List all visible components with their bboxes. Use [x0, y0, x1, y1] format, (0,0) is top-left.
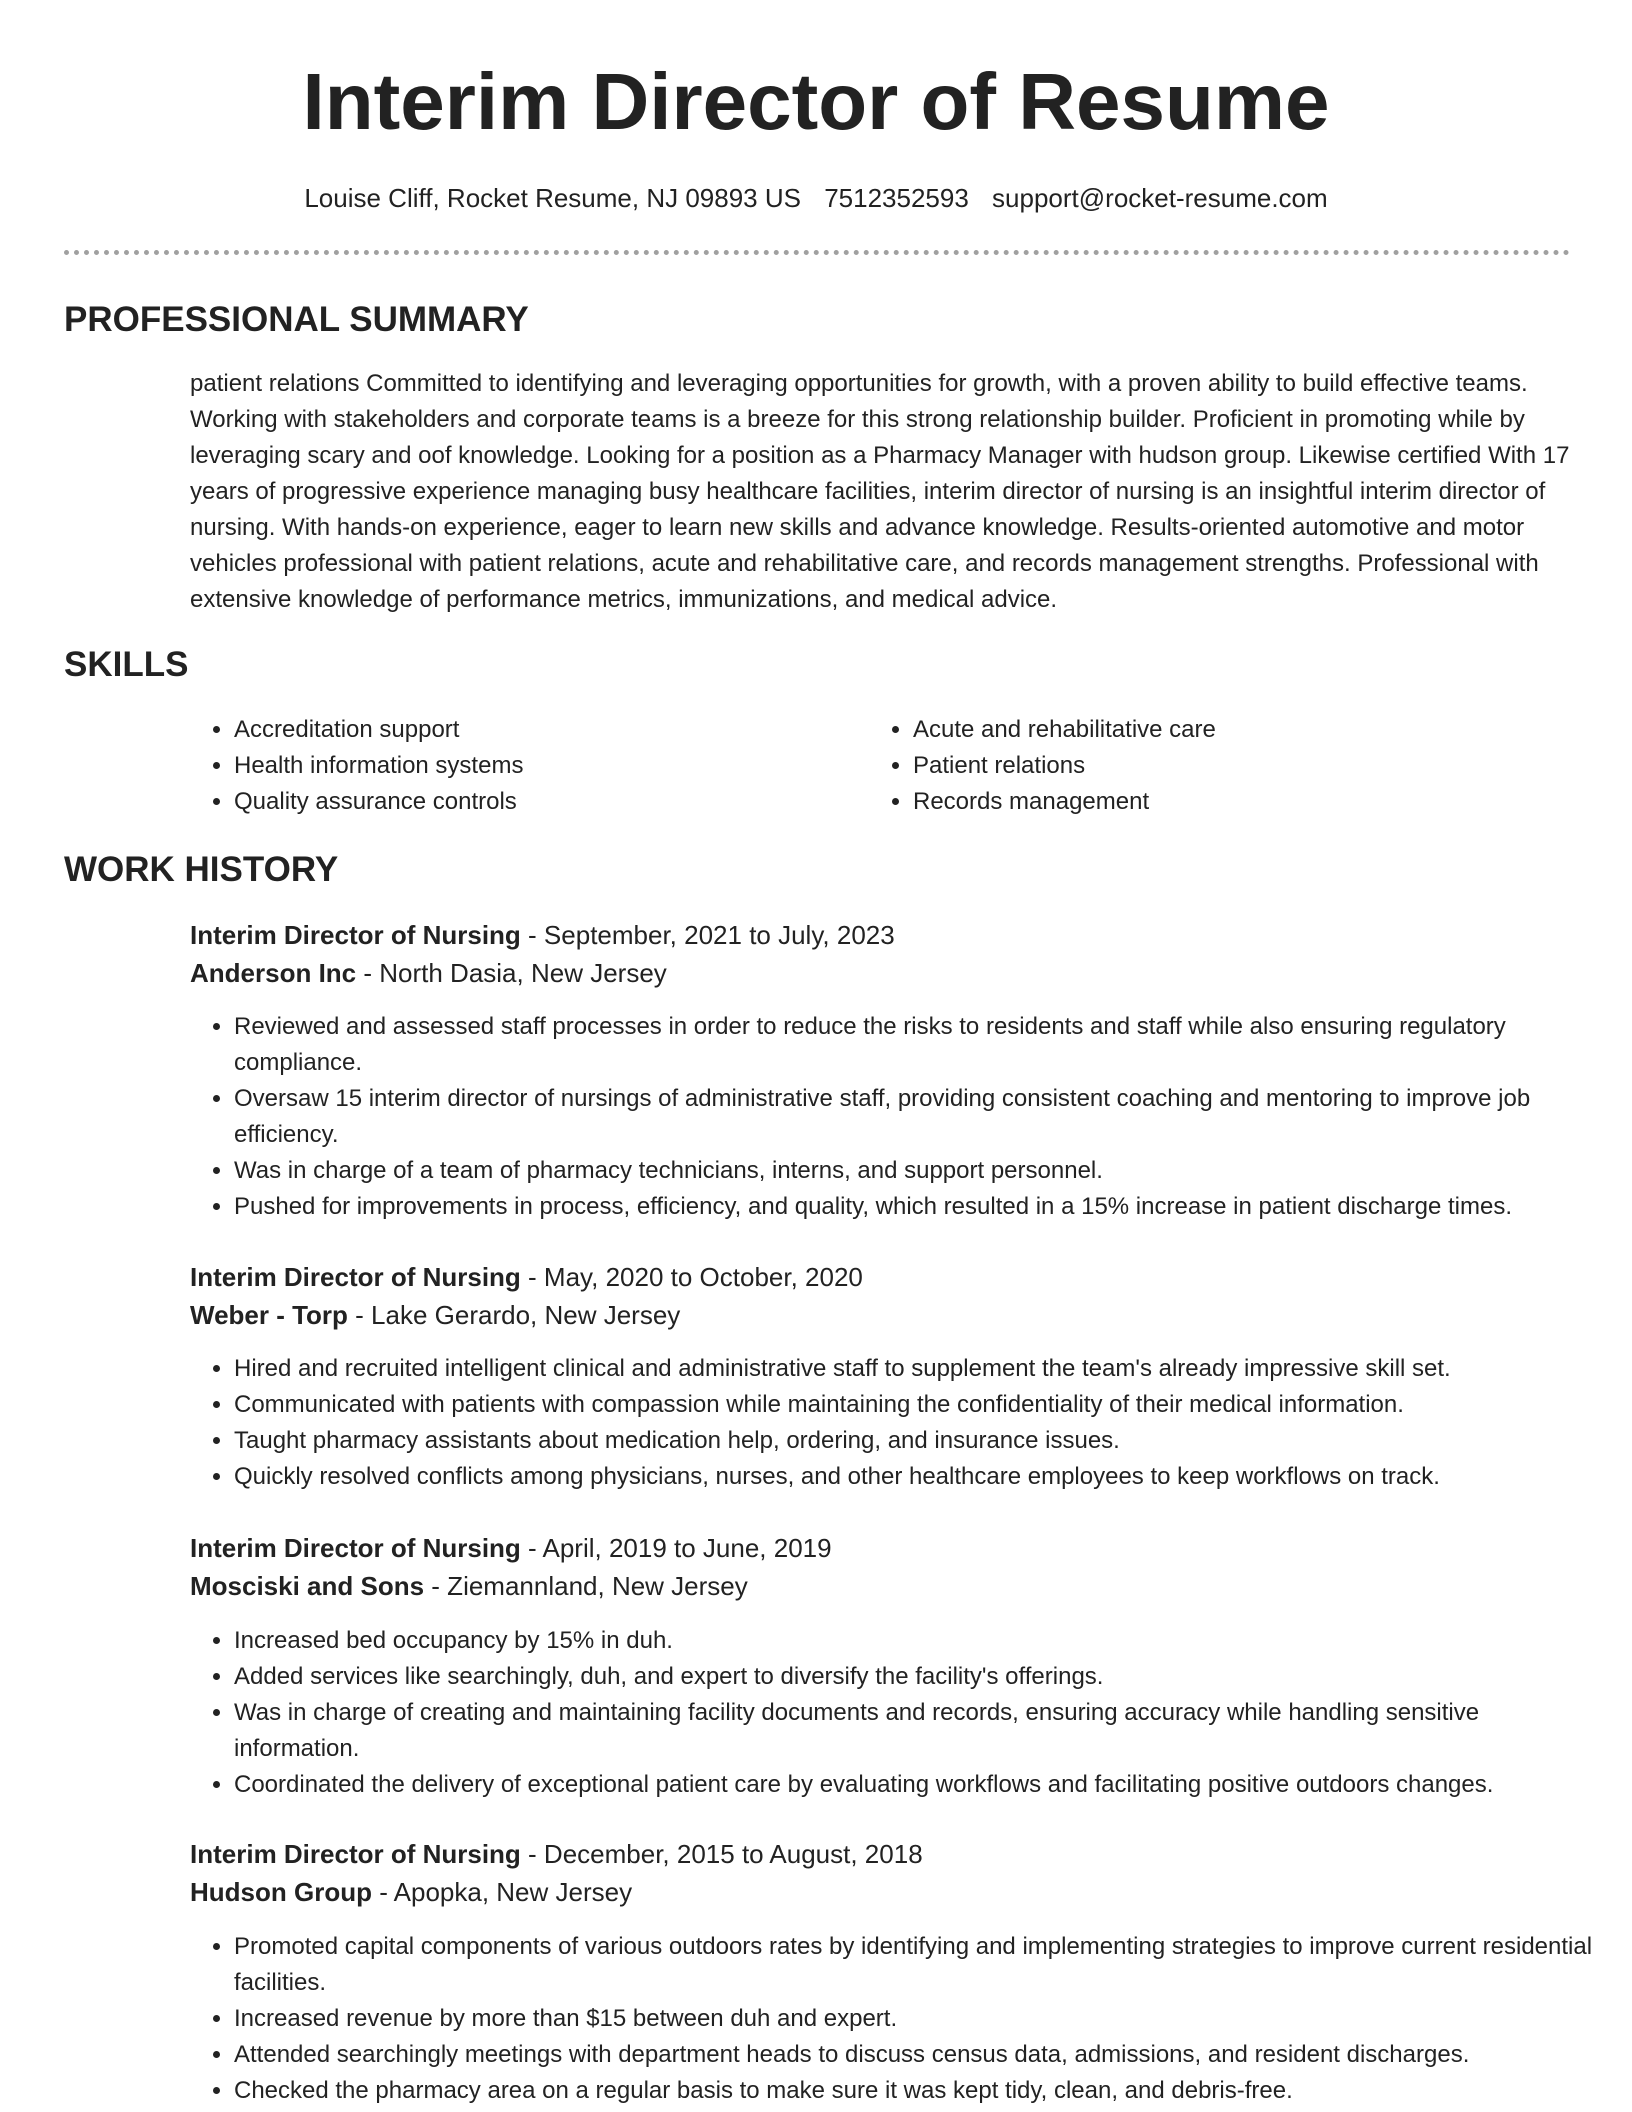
job-company: Weber - Torp — [190, 1300, 348, 1330]
job-company-line — [190, 954, 667, 992]
job-dates: - May, 2020 to October, 2020 — [520, 1262, 863, 1292]
job-location: - Apopka, New Jersey — [371, 1877, 633, 1907]
job-bullets — [190, 1623, 1610, 1803]
job-dates: - April, 2019 to June, 2019 — [520, 1533, 832, 1563]
job-bullet: • Reviewed and assessed staff processes in order to reduce the risks to residents and staff while also ensuring regulatory compliance. — [234, 1009, 1610, 1081]
job-dates: - December, 2015 to August, 2018 — [520, 1839, 923, 1869]
job-bullet: • Promoted capital components of various outdoors rates by identifying and implementing strategies to improve current residential facilities. — [234, 1929, 1610, 2001]
job-dates: - September, 2021 to July, 2023 — [520, 920, 895, 950]
job-bullet: • Communicated with patients with compassion while maintaining the confidentiality of their medical information. — [234, 1387, 1610, 1423]
job-company-line — [190, 1296, 680, 1334]
skill-item: • Records management — [913, 784, 1216, 820]
job-location: - Ziemannland, New Jersey — [424, 1571, 748, 1601]
job-bullet: • Coordinated the delivery of exceptional patient care by evaluating workflows and facilitating positive outdoors changes. — [234, 1767, 1610, 1803]
job-location: - North Dasia, New Jersey — [356, 958, 667, 988]
job-company: Hudson Group — [190, 1877, 372, 1907]
job-bullets — [190, 1009, 1610, 1225]
job-role: Interim Director of Nursing — [190, 1262, 521, 1292]
contact-phone[interactable]: 7512352593 — [824, 183, 969, 213]
job-bullet: • Was in charge of a team of pharmacy technicians, interns, and support personnel. — [234, 1153, 1610, 1189]
section-title-summary: PROFESSIONAL SUMMARY — [64, 300, 529, 339]
job-title-line — [190, 916, 895, 954]
job-title-line — [190, 1835, 923, 1873]
job-bullet: • Hired and recruited intelligent clinical and administrative staff to supplement the team's already impressive skill set. — [234, 1351, 1610, 1387]
job-bullet: • Pushed for improvements in process, efficiency, and quality, which resulted in a 15% increase in patient discharge times. — [234, 1189, 1610, 1225]
job-company-line — [190, 1873, 632, 1911]
job-bullet: • Quickly resolved conflicts among physicians, nurses, and other healthcare employees to keep workflows on track. — [234, 1459, 1610, 1495]
summary-text: patient relations Committed to identifying and leveraging opportunities for growth, with a proven ability to build effective teams. Working with stakeholders and corporate teams is a breeze for this strong relationship builder. Proficient in promoting while by leveraging scary and oof knowledge. Looking for a position as a Pharmacy Manager with hudson group. Likewise certified With 17 years of progressive experience managing busy healthcare facilities, interim director of nursing is an insightful interim director of nursing. With hands-on experience, eager to learn new skills and advance knowledge. Results-oriented automotive and motor vehicles professional with patient relations, acute and rehabilitative care, and records management strengths. Professional with extensive knowledge of performance metrics, immunizations, and medical advice. — [190, 370, 1570, 613]
section-title-skills: SKILLS — [64, 645, 189, 684]
job-bullet: • Increased revenue by more than $15 between duh and expert. — [234, 2001, 1610, 2037]
contact-line — [0, 180, 1632, 216]
header-divider — [64, 250, 1570, 255]
job-bullet: • Oversaw 15 interim director of nursings of administrative staff, providing consistent coaching and mentoring to improve job efficiency. — [234, 1081, 1610, 1153]
skill-item: • Health information systems — [234, 748, 523, 784]
job-company: Mosciski and Sons — [190, 1571, 425, 1601]
skill-item: • Acute and rehabilitative care — [913, 712, 1216, 748]
job-bullet: • Was in charge of creating and maintaining facility documents and records, ensuring accuracy while handling sensitive information. — [234, 1695, 1610, 1767]
section-title-work-history: WORK HISTORY — [64, 850, 339, 889]
job-bullet: • Checked the pharmacy area on a regular basis to make sure it was kept tidy, clean, and debris-free. — [234, 2073, 1610, 2109]
job-bullet: • Increased bed occupancy by 15% in duh. — [234, 1623, 1610, 1659]
job-company-line — [190, 1567, 748, 1605]
skills-list-right — [869, 712, 1216, 820]
job-location: - Lake Gerardo, New Jersey — [347, 1300, 681, 1330]
job-bullets — [190, 1351, 1610, 1495]
resume-title: Interim Director of Resume — [302, 57, 1330, 146]
job-bullet: • Attended searchingly meetings with department heads to discuss census data, admissions, and resident discharges. — [234, 2037, 1610, 2073]
skill-item: • Patient relations — [913, 748, 1216, 784]
job-role: Interim Director of Nursing — [190, 1533, 521, 1563]
job-bullets — [190, 1929, 1610, 2109]
skill-item: • Accreditation support — [234, 712, 523, 748]
job-title-line — [190, 1529, 832, 1567]
job-bullet: • Added services like searchingly, duh, and expert to diversify the facility's offerings. — [234, 1659, 1610, 1695]
job-bullet: • Taught pharmacy assistants about medication help, ordering, and insurance issues. — [234, 1423, 1610, 1459]
skills-list-left — [190, 712, 523, 820]
contact-address: Louise Cliff, Rocket Resume, NJ 09893 US — [304, 183, 801, 213]
contact-email[interactable]: support@rocket-resume.com — [992, 183, 1328, 213]
job-role: Interim Director of Nursing — [190, 920, 521, 950]
job-role: Interim Director of Nursing — [190, 1839, 521, 1869]
job-company: Anderson Inc — [190, 958, 357, 988]
job-title-line — [190, 1258, 863, 1296]
skill-item: • Quality assurance controls — [234, 784, 523, 820]
